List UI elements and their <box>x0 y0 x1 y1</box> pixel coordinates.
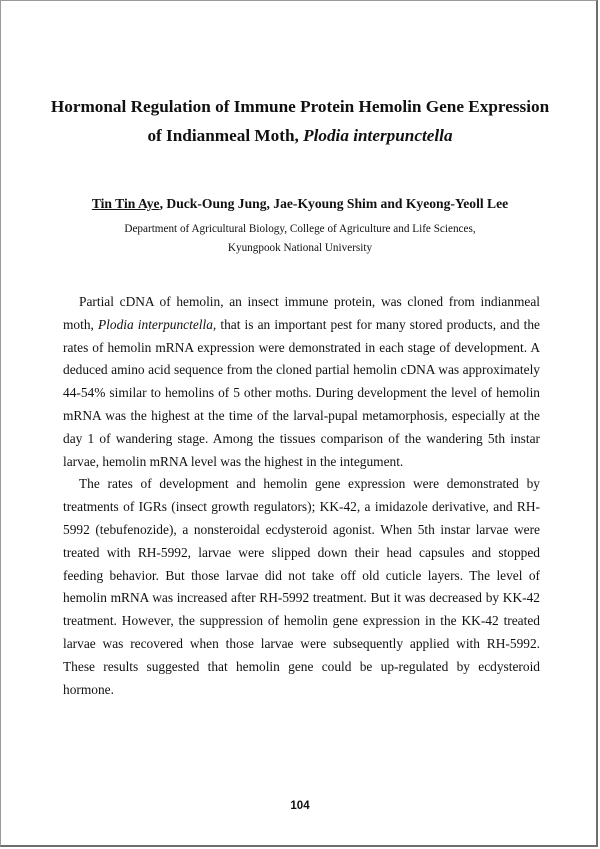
page-number: 104 <box>290 800 310 812</box>
title-line-1: Hormonal Regulation of Immune Protein Hemolin Gene Expression <box>50 97 550 116</box>
affiliation-line-2: Kyungpook National University <box>227 242 373 254</box>
co-authors: , Duck-Oung Jung, Jae-Kyoung Shim and Kyeong-Yeoll Lee <box>159 196 509 211</box>
presenting-author: Tin Tin Aye <box>91 196 160 211</box>
abstract-paragraph-2: The rates of development and hemolin gene expression were demonstrated by treatments of IGRs (insect growth regulators); KK-42, a imidazole derivative, and RH-5992 (tebufenozide), a nonsteroidal ecdysteroid agonist. When 5th instar larvae were treated with RH-5992, larvae were slipped down their head capsules and stopped feeding behavior. But those larvae did not take off old cuticle layers. The level of hemolin mRNA was increased after RH-5992 treatment. But it was decreased by KK-42 treatment. However, the suppression of hemolin gene expression in the KK-42 treated larvae was recovered when those larvae were subsequently applied with RH-5992. These results suggested that hemolin gene could be up-regulated by ecdysteroid hormone. <box>63 476 540 697</box>
abstract-p1-species: Plodia interpunctella, <box>97 316 217 332</box>
affiliation <box>60 220 540 258</box>
abstract-p1-text-a: Partial cDNA of hemolin, an insect immune protein, was cloned from indianmeal moth, <box>63 294 540 332</box>
title-line-2 <box>40 121 560 150</box>
affiliation-line-1: Department of Agricultural Biology, College of Agriculture and Life Sciences, <box>124 223 476 235</box>
author-list <box>60 196 540 212</box>
abstract-body <box>63 291 540 701</box>
abstract-p1-text-b: that is an important pest for many stored products, and the rates of hemolin mRNA expression were demonstrated in each stage of development. A deduced amino acid sequence from the cloned partial hemolin cDNA was approximately 44-54% similar to hemolins of 5 other moths. During development the level of hemolin mRNA was the highest at the time of the larval-pupal metamorphosis, especially at the day 1 of wandering stage. Among the tissues comparison of the wandering 5th instar larvae, hemolin mRNA level was the highest in the integument. <box>63 316 540 469</box>
title-species-name: Plodia interpunctella <box>303 126 453 145</box>
paper-title <box>40 92 560 150</box>
abstract-paragraph-1 <box>63 291 540 473</box>
title-line-2-prefix: of Indianmeal Moth, <box>147 126 304 145</box>
